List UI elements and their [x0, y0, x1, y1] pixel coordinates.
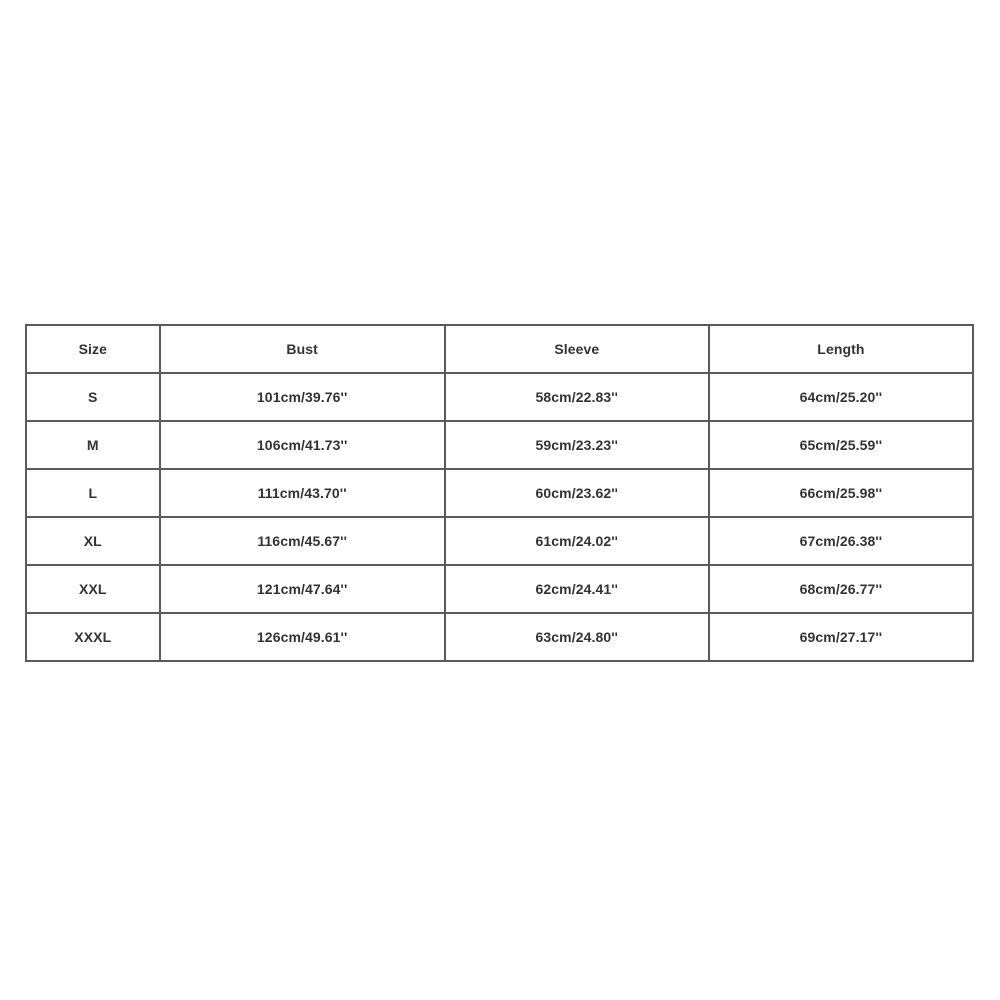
table-row — [26, 613, 973, 661]
cell-length: 65cm/25.59'' — [709, 421, 973, 469]
cell-sleeve: 60cm/23.62'' — [445, 469, 709, 517]
cell-length: 67cm/26.38'' — [709, 517, 973, 565]
cell-size: L — [26, 469, 160, 517]
cell-size: XXL — [26, 565, 160, 613]
table-header-row — [26, 325, 973, 373]
cell-length: 69cm/27.17'' — [709, 613, 973, 661]
cell-sleeve: 58cm/22.83'' — [445, 373, 709, 421]
table-row — [26, 565, 973, 613]
cell-bust: 106cm/41.73'' — [160, 421, 445, 469]
header-size: Size — [26, 325, 160, 373]
cell-size: M — [26, 421, 160, 469]
header-bust: Bust — [160, 325, 445, 373]
cell-sleeve: 63cm/24.80'' — [445, 613, 709, 661]
cell-sleeve: 59cm/23.23'' — [445, 421, 709, 469]
cell-size: XL — [26, 517, 160, 565]
cell-size: S — [26, 373, 160, 421]
cell-sleeve: 62cm/24.41'' — [445, 565, 709, 613]
cell-size: XXXL — [26, 613, 160, 661]
table-row — [26, 469, 973, 517]
cell-bust: 126cm/49.61'' — [160, 613, 445, 661]
header-sleeve: Sleeve — [445, 325, 709, 373]
cell-sleeve: 61cm/24.02'' — [445, 517, 709, 565]
header-length: Length — [709, 325, 973, 373]
cell-length: 64cm/25.20'' — [709, 373, 973, 421]
table-row — [26, 373, 973, 421]
table-row — [26, 421, 973, 469]
cell-bust: 101cm/39.76'' — [160, 373, 445, 421]
cell-bust: 121cm/47.64'' — [160, 565, 445, 613]
size-chart-table — [25, 324, 974, 662]
cell-length: 66cm/25.98'' — [709, 469, 973, 517]
table-row — [26, 517, 973, 565]
cell-bust: 116cm/45.67'' — [160, 517, 445, 565]
cell-length: 68cm/26.77'' — [709, 565, 973, 613]
cell-bust: 111cm/43.70'' — [160, 469, 445, 517]
